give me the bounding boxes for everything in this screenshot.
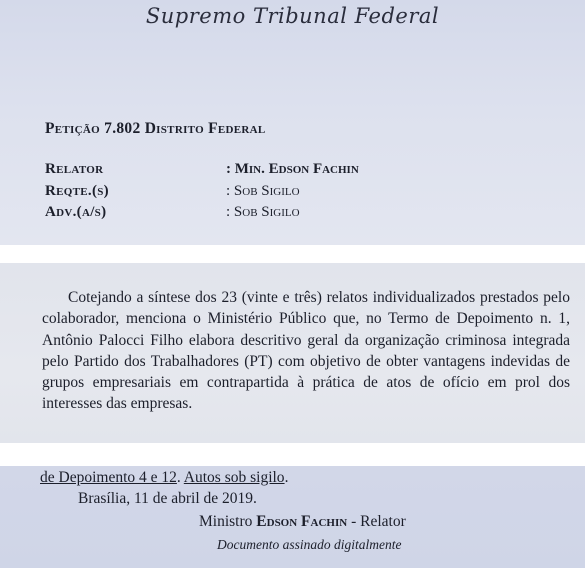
- signature-name: Edson Fachin: [256, 513, 348, 530]
- petition-title: Petição 7.802 Distrito Federal: [45, 120, 266, 137]
- reference-autos: Autos sob sigilo: [183, 469, 285, 486]
- party-value: : Sob Sigilo: [226, 183, 300, 199]
- party-label: Relator: [45, 161, 104, 177]
- document-header-section: [0, 0, 585, 245]
- reference-end: .: [284, 469, 289, 486]
- signature-line: [199, 513, 406, 531]
- party-row-relator: [45, 161, 565, 181]
- party-row-reqte: [45, 183, 565, 203]
- digital-signature-note: Documento assinado digitalmente: [217, 537, 402, 552]
- court-title: Supremo Tribunal Federal: [145, 4, 440, 28]
- party-value: : Sob Sigilo: [226, 204, 300, 220]
- party-label: Reqte.(s): [45, 183, 109, 199]
- reference-separator: .: [176, 469, 184, 486]
- party-value: : Min. Edson Fachin: [226, 161, 359, 177]
- reference-depoimentos: de Depoimento 4 e 12: [40, 469, 177, 486]
- document-body-section: [0, 263, 585, 443]
- signature-prefix: Ministro: [199, 513, 257, 530]
- document-footer-section: [0, 466, 585, 568]
- party-label: Adv.(a/s): [45, 204, 107, 220]
- body-paragraph: Cotejando a síntese dos 23 (vinte e três) relatos individualizados prestados pelo colaborador, menciona o Ministério Público que, no Termo de Depoimento n. 1, Antônio Palocci Filho elabora descritivo geral da organização criminosa integrada pelo Partido dos Trabalhadores (PT) com objetivo de obter vantagens indevidas de grupos empresariais em contrapartida à prática de atos de ofício em prol dos interesses das empresas.: [42, 289, 570, 413]
- signature-suffix: - Relator: [347, 513, 406, 530]
- city-date: Brasília, 11 de abril de 2019.: [78, 490, 257, 507]
- party-row-adv: [45, 204, 565, 224]
- reference-line: [40, 469, 288, 487]
